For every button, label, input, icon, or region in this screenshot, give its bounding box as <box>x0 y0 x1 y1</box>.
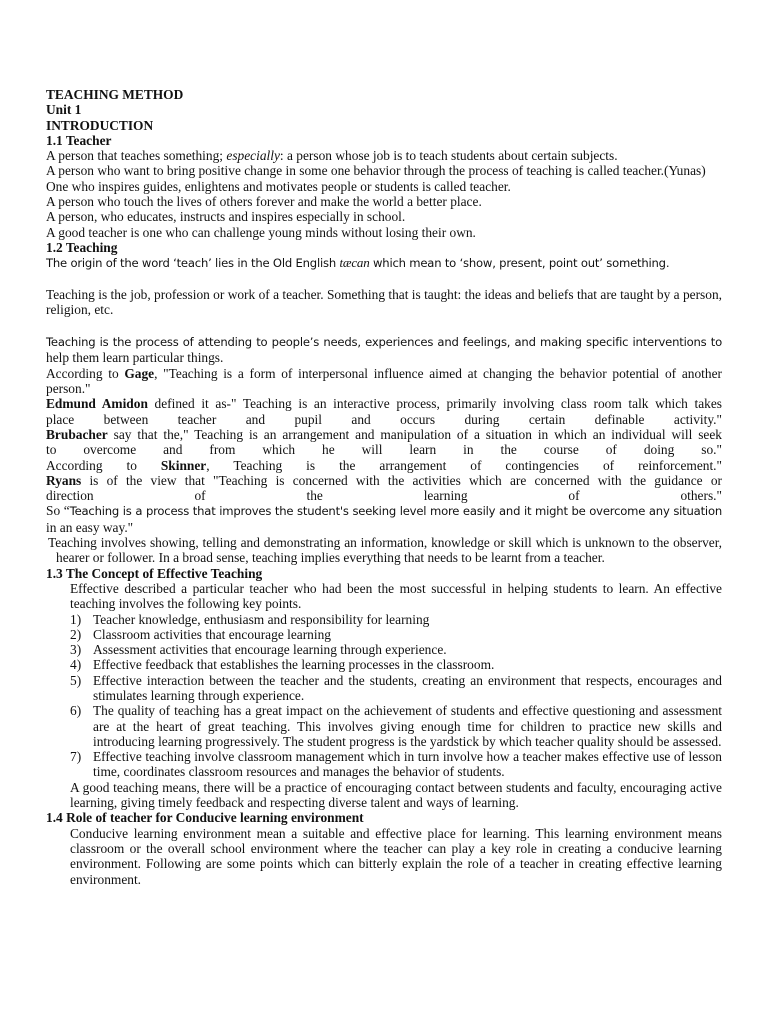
list-item <box>70 749 722 780</box>
list-item <box>70 703 722 749</box>
introduction-heading: INTRODUCTION <box>46 117 154 133</box>
effective-teaching-intro: Effective described a particular teacher who had been the most successful in helping students to learn. An effective teaching involves the following key points. <box>70 580 722 612</box>
teach-origin-part: The origin of the word ‘teach’ lies in the Old English <box>46 256 340 271</box>
key-points-list <box>46 612 722 780</box>
document-title: TEACHING METHOD <box>46 87 184 102</box>
list-item-number: 7) <box>70 749 82 765</box>
list-item <box>70 642 722 657</box>
section-heading-conducive-environment: 1.4 Role of teacher for Conducive learning environment <box>46 810 364 826</box>
unit-label: Unit 1 <box>46 102 82 118</box>
amidon-name: Edmund Amidon <box>46 396 148 412</box>
list-item-text: Effective interaction between the teacher and the students, creating an environment that respects, encourages and stimulates learning through experience. <box>93 672 722 703</box>
effective-teaching-closing: A good teaching means, there will be a practice of encouraging contact between students and faculty, encouraging active learning, giving timely feedback and respecting diverse talent and ways of learning. <box>70 779 722 811</box>
so-teaching-end: in an easy way." <box>46 519 134 535</box>
list-item-text: Teacher knowledge, enthusiasm and responsibility for learning <box>93 611 430 627</box>
list-item <box>70 657 722 672</box>
section-heading-effective-teaching: 1.3 The Concept of Effective Teaching <box>46 565 263 581</box>
list-item-number: 1) <box>70 611 82 627</box>
so-teaching <box>46 503 722 519</box>
brubacher-quote-part: say that the," Teaching is an arrangement and manipulation of a situation in which an individual will seek <box>107 426 722 442</box>
skinner-quote-part: , Teaching is the arrangement of contingencies of reinforcement." <box>206 457 722 473</box>
brubacher-name: Brubacher <box>46 426 108 442</box>
teach-origin-emphasis: tæcan <box>339 255 370 271</box>
gage-quote-part: , "Teaching is a form of interpersonal influence aimed at changing the behavior potential of another person." <box>46 365 722 397</box>
section-heading-teaching: 1.2 Teaching <box>46 239 118 255</box>
teacher-definition-part: : a person whose job is to teach students about certain subjects. <box>279 148 618 164</box>
list-item <box>70 612 722 627</box>
skinner-quote-part: According to <box>46 457 161 473</box>
brubacher-quote <box>46 427 722 442</box>
amidon-quote-part: defined it as-" Teaching is an interactive process, primarily involving class room talk which takes <box>147 396 722 412</box>
gage-quote <box>46 366 722 397</box>
skinner-quote <box>46 458 722 473</box>
so-teaching-part: Teaching is a process that improves the student's seeking level more easily and it might be overcome any situation <box>69 504 722 519</box>
list-item-text: Effective teaching involve classroom management which in turn involve how a teacher makes effective use of lesson time, coordinates classroom resources and manages the behavior of students. <box>93 749 722 780</box>
teacher-line: A good teacher is one who can challenge young minds without losing their own. <box>46 224 476 240</box>
so-teaching-part: So “ <box>46 503 70 519</box>
ryans-quote-part: is of the view that "Teaching is concerned with the activities which are concerned with the guidance or <box>81 472 722 488</box>
list-item-number: 4) <box>70 657 82 673</box>
gage-quote-part: According to <box>46 365 125 381</box>
document-page <box>46 87 722 887</box>
list-item-text: The quality of teaching has a great impact on the achievement of students and effective questioning and assessment are at the heart of great teaching. This involves giving enough time for children to practice new skills and introducing learning progressively. The student progress is the yardstick by which teacher quality should be assessed. <box>93 703 722 749</box>
list-item <box>70 673 722 704</box>
teacher-line: A person, who educates, instructs and inspires especially in school. <box>46 209 406 225</box>
gage-name: Gage <box>124 365 155 381</box>
amidon-quote-cont: place between teacher and pupil and occurs during certain definable activity." <box>46 411 722 427</box>
ryans-name: Ryans <box>46 472 82 488</box>
conducive-environment-body: Conducive learning environment mean a suitable and effective place for learning. This learning environment means classroom or the overall school environment where the teacher can play a key role in creating a conducive learning environment. Following are some points which can bitterly explain the role of a teacher in creating effective learning environment. <box>70 825 722 887</box>
list-item-number: 6) <box>70 703 82 719</box>
teach-origin-part: which mean to ‘show, present, point out’ something. <box>369 256 670 271</box>
teacher-line: A person who want to bring positive change in some one behavior through the process of teaching is called teacher.(Yunas) <box>46 163 706 179</box>
teaching-job: Teaching is the job, profession or work of a teacher. Something that is taught: the ideas and beliefs that are taught by a person, religion, etc. <box>46 286 722 317</box>
list-item-number: 5) <box>70 672 82 688</box>
list-item-text: Classroom activities that encourage learning <box>93 626 331 642</box>
ryans-quote-cont: direction of the learning of others." <box>46 488 722 504</box>
section-heading-teacher: 1.1 Teacher <box>46 132 112 148</box>
teacher-line: A person who touch the lives of others forever and make the world a better place. <box>46 194 482 210</box>
teacher-definition-part: A person that teaches something; <box>46 148 227 164</box>
teaching-involves: Teaching involves showing, telling and demonstrating an information, knowledge or skill which is unknown to the observer, hearer or follower. In a broad sense, teaching implies everything that needs to be learnt from a teacher. <box>48 535 722 566</box>
list-item <box>70 627 722 642</box>
teaching-process-end: help them learn particular things. <box>46 350 224 366</box>
list-item-number: 3) <box>70 642 82 658</box>
teacher-line: One who inspires guides, enlightens and motivates people or students is called teacher. <box>46 178 511 194</box>
teach-origin <box>46 255 722 271</box>
brubacher-quote-cont: to overcome and from which he will learn in the course of doing so." <box>46 442 722 458</box>
list-item-text: Effective feedback that establishes the learning processes in the classroom. <box>93 657 495 673</box>
teacher-definition-emphasis: especially <box>226 148 280 164</box>
amidon-quote <box>46 396 722 411</box>
list-item-number: 2) <box>70 626 82 642</box>
teaching-process: Teaching is the process of attending to people’s needs, experiences and feelings, and making specific interventions to <box>46 335 722 350</box>
list-item-text: Assessment activities that encourage learning through experience. <box>93 642 447 658</box>
skinner-name: Skinner <box>160 457 207 473</box>
ryans-quote <box>46 473 722 488</box>
teacher-definition <box>46 148 722 163</box>
